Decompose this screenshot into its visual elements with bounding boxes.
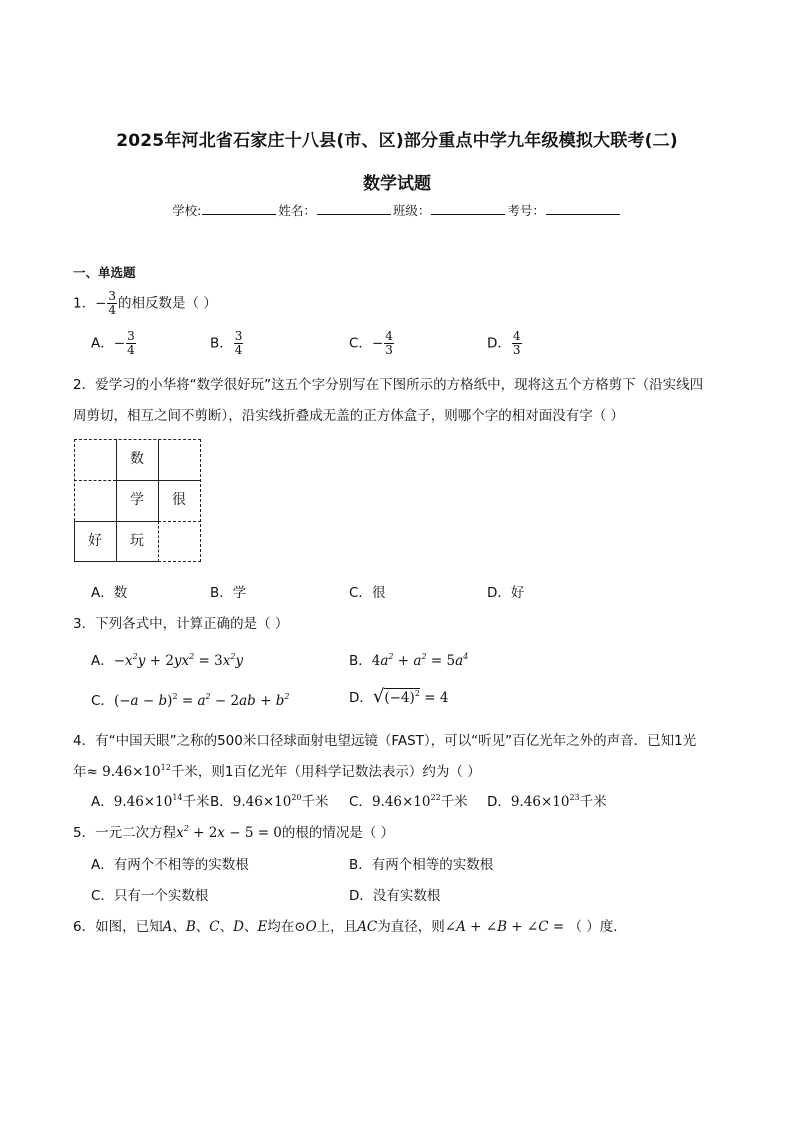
cell-xue: 学 (130, 492, 144, 508)
student-info-line (0, 201, 794, 219)
exam-no-label: 考号： (507, 203, 545, 218)
q1-option-d[interactable]: D． $\frac{4}{3}$ (487, 329, 521, 357)
class-blank[interactable] (431, 203, 505, 215)
q2-option-b[interactable]: B．学 (210, 585, 247, 601)
cut-line (74, 521, 75, 562)
question-4-line-2: 年≈ $9.46\times 10^{12}$千米，则1百亿光年（用科学记数法表示）约为（ ） (73, 763, 481, 780)
cell-shu: 数 (130, 451, 144, 467)
page-title: 2025年河北省石家庄十八县(市、区)部分重点中学九年级模拟大联考(二) (116, 131, 678, 151)
section-title: 一、单选题 (73, 265, 136, 280)
grid-line (74, 439, 201, 440)
cut-line (116, 480, 201, 481)
q5-option-a[interactable]: A．有两个不相等的实数根 (91, 857, 249, 873)
question-4-line-1: 4．有“中国天眼”之称的500米口径球面射电望远镜（FAST），可以“听见”百亿光年之外的声音．已知1光 (73, 733, 697, 749)
question-2-line-1: 2．爱学习的小华将“数学很好玩”这五个字分别写在下图所示的方格纸中，现将这五个方格剪下（沿实线四 (73, 377, 704, 393)
school-label: 学校: (172, 203, 202, 218)
page-subtitle: 数学试题 (363, 174, 431, 194)
question-5-stem: 5．一元二次方程$x^2 + 2x - 5 = 0$的根的情况是（ ） (73, 824, 395, 841)
grid-line (74, 439, 75, 521)
q3-option-d[interactable]: D．$√(-4)^2 = 4$ (349, 686, 449, 707)
question-3-stem: 3．下列各式中，计算正确的是（ ） (73, 616, 289, 632)
exam-no-blank[interactable] (546, 203, 620, 215)
question-1-stem: 1．− $\frac{3}{4}$ 的相反数是（ ） (73, 289, 217, 317)
cube-net-grid (74, 439, 201, 562)
q5-option-b[interactable]: B．有两个相等的实数根 (349, 857, 494, 873)
question-6-stem: 6．如图，已知A、B、C、D、E均在⊙O上，且AC为直径，则∠A + ∠B + ∠C = （ ）度． (73, 919, 627, 935)
q4-option-c[interactable]: C．$9.46\times 10^{22}$千米 (349, 793, 468, 810)
q1-fraction: $\frac{3}{4}$ (108, 289, 117, 317)
cell-hen: 很 (172, 492, 186, 508)
q3-option-a[interactable]: A．$-x^2y + 2yx^2 = 3x^2y$ (91, 652, 244, 669)
question-2-line-2: 周剪切，相互之间不剪断），沿实线折叠成无盖的正方体盒子，则哪个字的相对面没有字（ ） (73, 408, 625, 424)
q4-option-a[interactable]: A．$9.46\times 10^{14}$千米 (91, 793, 210, 810)
q3-option-b[interactable]: B．$4a^2 + a^2 = 5a^4$ (349, 652, 469, 669)
grid-line (74, 480, 116, 481)
grid-line (158, 521, 201, 522)
cell-hao: 好 (88, 533, 102, 549)
cell-wan: 玩 (130, 533, 144, 549)
q4-option-d[interactable]: D．$9.46\times 10^{23}$千米 (487, 793, 607, 810)
q1-option-a[interactable]: A．− $\frac{3}{4}$ (91, 329, 135, 357)
school-blank[interactable] (202, 203, 276, 215)
class-label: 班级： (392, 203, 431, 218)
grid-line (200, 439, 201, 562)
q3-option-c[interactable]: C．$(-a - b)^2 = a^2 - 2ab + b^2$ (91, 692, 290, 709)
cut-line (116, 521, 117, 562)
name-blank[interactable] (317, 203, 391, 215)
q2-option-a[interactable]: A．数 (91, 585, 128, 601)
q1-option-c[interactable]: C．− $\frac{4}{3}$ (349, 329, 393, 357)
q5-option-d[interactable]: D．没有实数根 (349, 888, 441, 904)
q2-option-d[interactable]: D．好 (487, 585, 525, 601)
grid-line (158, 521, 159, 562)
q2-option-c[interactable]: C．很 (349, 585, 386, 601)
q4-option-b[interactable]: B．$9.46\times 10^{20}$千米 (210, 793, 329, 810)
q1-option-b[interactable]: B． $\frac{3}{4}$ (210, 329, 243, 357)
name-label: 姓名： (278, 203, 316, 218)
q5-option-c[interactable]: C．只有一个实数根 (91, 888, 209, 904)
grid-line (158, 561, 201, 562)
